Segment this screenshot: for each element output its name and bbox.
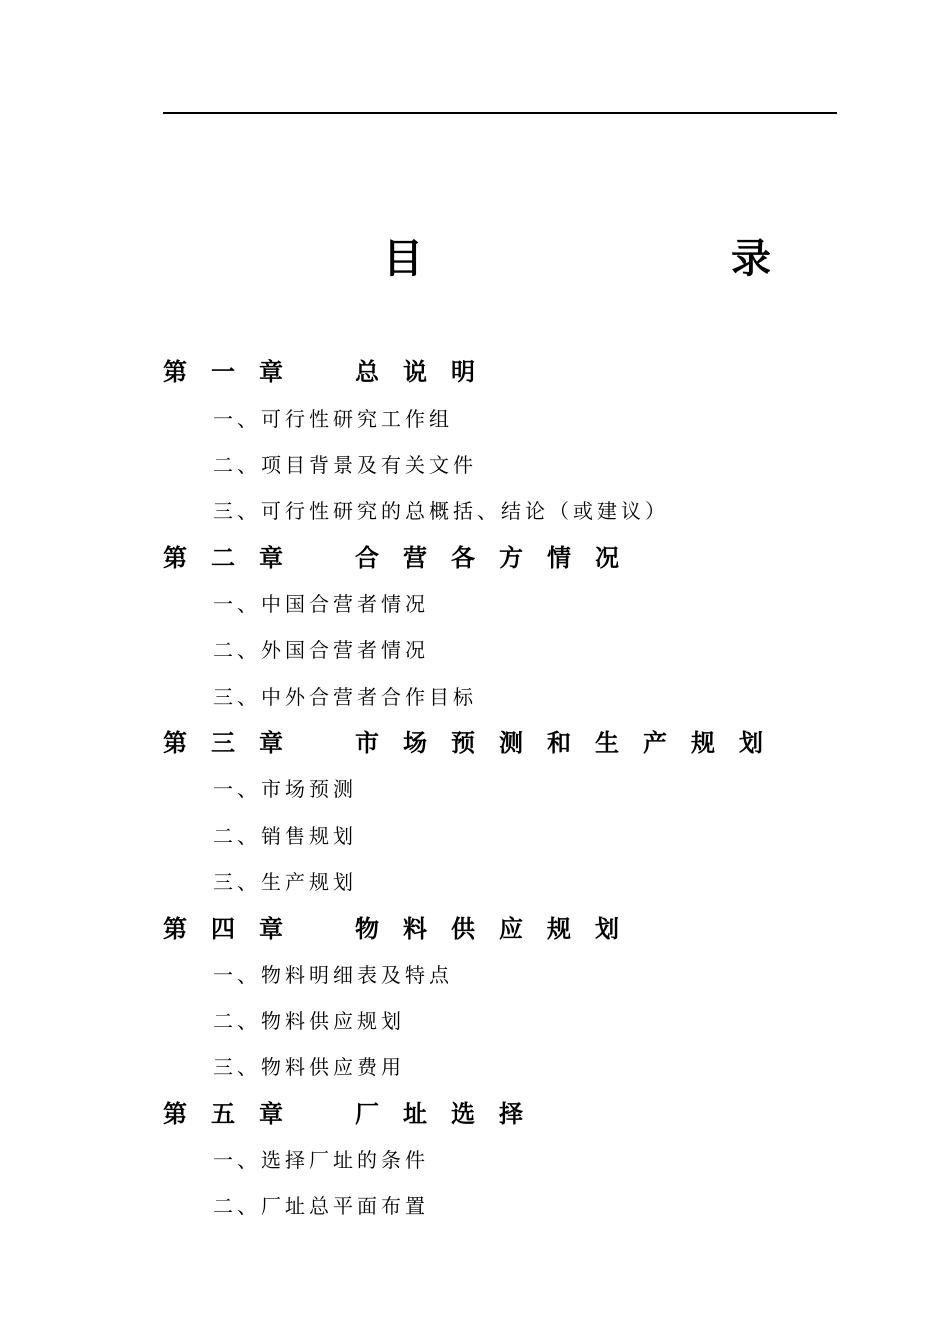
toc-section[interactable]: 二、厂址总平面布置 [213,1194,429,1218]
chapter-title: 市场预测和生产规划 [355,729,787,757]
toc-section[interactable]: 一、市场预测 [213,777,357,801]
toc-section[interactable]: 二、销售规划 [213,824,357,848]
toc-section[interactable]: 三、中外合营者合作目标 [213,685,477,709]
header-rule [163,112,837,114]
chapter-number: 第五章 [163,1100,307,1128]
toc-section[interactable]: 三、生产规划 [213,870,357,894]
chapter-title: 物料供应规划 [355,915,643,943]
toc-section[interactable]: 三、物料供应费用 [213,1055,405,1079]
toc-section[interactable]: 一、物料明细表及特点 [213,963,453,987]
chapter-heading[interactable] [163,1094,547,1134]
toc-section[interactable]: 二、外国合营者情况 [213,638,429,662]
chapter-title: 总说明 [355,358,499,386]
toc-section[interactable]: 二、物料供应规划 [213,1009,405,1033]
chapter-title: 合营各方情况 [355,544,643,572]
toc-section[interactable]: 三、可行性研究的总概括、结论（或建议） [213,499,669,523]
chapter-number: 第二章 [163,544,307,572]
toc-section[interactable]: 一、选择厂址的条件 [213,1148,429,1172]
chapter-heading[interactable] [163,723,787,763]
chapter-number: 第四章 [163,915,307,943]
toc-section[interactable]: 一、可行性研究工作组 [213,407,453,431]
chapter-heading[interactable] [163,352,499,392]
chapter-number: 第一章 [163,358,307,386]
page-title: 目 录 [383,236,905,282]
chapter-heading[interactable] [163,538,643,578]
chapter-title: 厂址选择 [355,1100,547,1128]
chapter-number: 第三章 [163,729,307,757]
toc-section[interactable]: 一、中国合营者情况 [213,592,429,616]
chapter-heading[interactable] [163,909,643,949]
toc-section[interactable]: 二、项目背景及有关文件 [213,453,477,477]
